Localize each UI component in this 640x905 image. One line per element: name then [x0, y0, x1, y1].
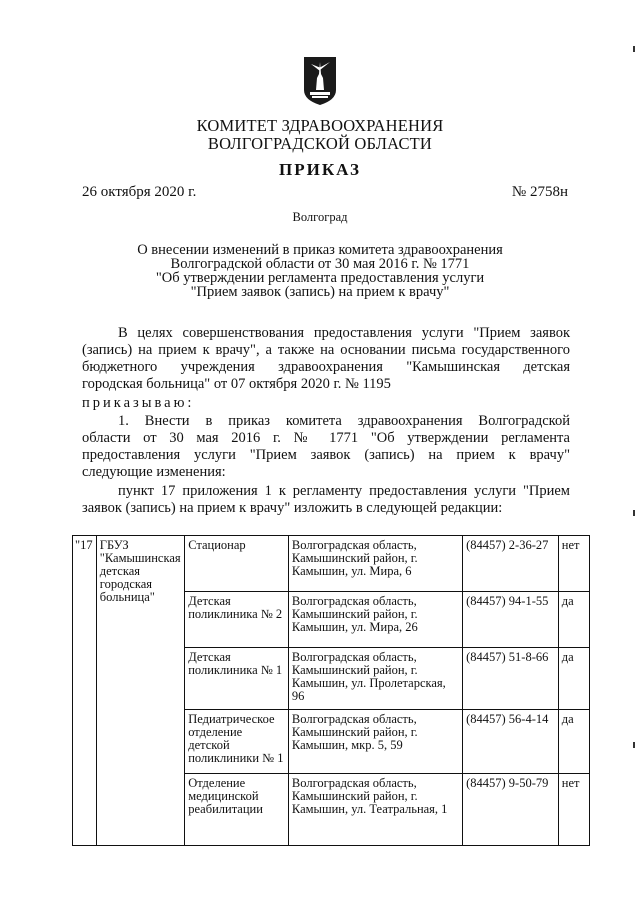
organization-cell: ГБУЗ "Камышинская детская городская больница": [96, 536, 184, 846]
subject-line: "Прием заявок (запись) на прием к врачу": [190, 284, 450, 300]
org-name-line2: ВОЛГОГРАДСКОЙ ОБЛАСТИ: [207, 134, 433, 153]
paragraph-line: В целях совершенствования предоставления услуги "Прием заявок: [118, 325, 570, 341]
online-cell: нет: [558, 774, 589, 846]
clause-1-paragraph: [82, 413, 570, 481]
order-word: [82, 395, 570, 412]
table-row: [73, 536, 590, 592]
subject-line: "Об утверждении регламента предоставления услуги: [155, 270, 485, 286]
document-city: Волгоград: [292, 210, 348, 224]
paragraph-line: 1. Внести в приказ комитета здравоохранения Волгоградской: [118, 413, 570, 429]
subject-line: Волгоградской области от 30 мая 2016 г. № 1771: [170, 256, 470, 272]
paragraph-line: области от 30 мая 2016 г. № 1771 "Об утверждении регламента: [82, 430, 570, 446]
paragraph-line: пункт 17 приложения 1 к регламенту предоставления услуги "Прием: [118, 483, 570, 499]
unit-cell: Педиатрическое отделение детской поликлиники № 1: [185, 710, 289, 774]
document-subject: [100, 243, 540, 299]
phone-cell: (84457) 56-4-14: [463, 710, 559, 774]
paragraph-line: приказываю:: [82, 395, 195, 411]
online-cell: да: [558, 592, 589, 648]
phone-cell: (84457) 51-8-66: [463, 648, 559, 710]
paragraph-line: бюджетного учреждения здравоохранения "Камышинская детская: [82, 359, 570, 375]
paragraph-line: (запись) на прием к врачу", а также на основании письма государственного: [82, 342, 570, 358]
item-17-paragraph: [82, 483, 570, 517]
org-name-line1: КОМИТЕТ ЗДРАВООХРАНЕНИЯ: [196, 116, 444, 135]
volgograd-coat-of-arms-icon: [303, 56, 337, 106]
unit-cell: Детская поликлиника № 1: [185, 648, 289, 710]
phone-cell: (84457) 94-1-55: [463, 592, 559, 648]
subject-line: О внесении изменений в приказ комитета здравоохранения: [137, 242, 503, 258]
unit-cell: Отделение медицинской реабилитации: [185, 774, 289, 846]
preamble-paragraph: [82, 325, 570, 393]
document-type: ПРИКАЗ: [279, 160, 361, 179]
unit-cell: Стационар: [185, 536, 289, 592]
facilities-table: [72, 535, 590, 846]
online-cell: нет: [558, 536, 589, 592]
address-cell: Волгоградская область, Камышинский район, г. Камышин, ул. Мира, 26: [288, 592, 462, 648]
online-cell: да: [558, 710, 589, 774]
address-cell: Волгоградская область, Камышинский район, г. Камышин, ул. Пролетарская, 96: [288, 648, 462, 710]
scan-mark: [633, 46, 635, 52]
paragraph-line: городская больница" от 07 октября 2020 г. № 1195: [82, 376, 391, 392]
paragraph-line: предоставления услуги "Прием заявок (запись) на прием к врачу": [82, 447, 570, 463]
scan-mark: [633, 510, 635, 516]
document-date: 26 октября 2020 г.: [82, 184, 197, 200]
phone-cell: (84457) 9-50-79: [463, 774, 559, 846]
row-number-cell: "17: [73, 536, 97, 846]
address-cell: Волгоградская область, Камышинский район, г. Камышин, ул. Мира, 6: [288, 536, 462, 592]
online-cell: да: [558, 648, 589, 710]
paragraph-line: заявок (запись) на прием к врачу" изложить в следующей редакции:: [82, 500, 503, 516]
unit-cell: Детская поликлиника № 2: [185, 592, 289, 648]
address-cell: Волгоградская область, Камышинский район, г. Камышин, ул. Театральная, 1: [288, 774, 462, 846]
paragraph-line: следующие изменения:: [82, 464, 226, 480]
phone-cell: (84457) 2-36-27: [463, 536, 559, 592]
scan-mark: [633, 742, 635, 748]
document-number: № 2758н: [511, 184, 568, 200]
address-cell: Волгоградская область, Камышинский район, г. Камышин, мкр. 5, 59: [288, 710, 462, 774]
